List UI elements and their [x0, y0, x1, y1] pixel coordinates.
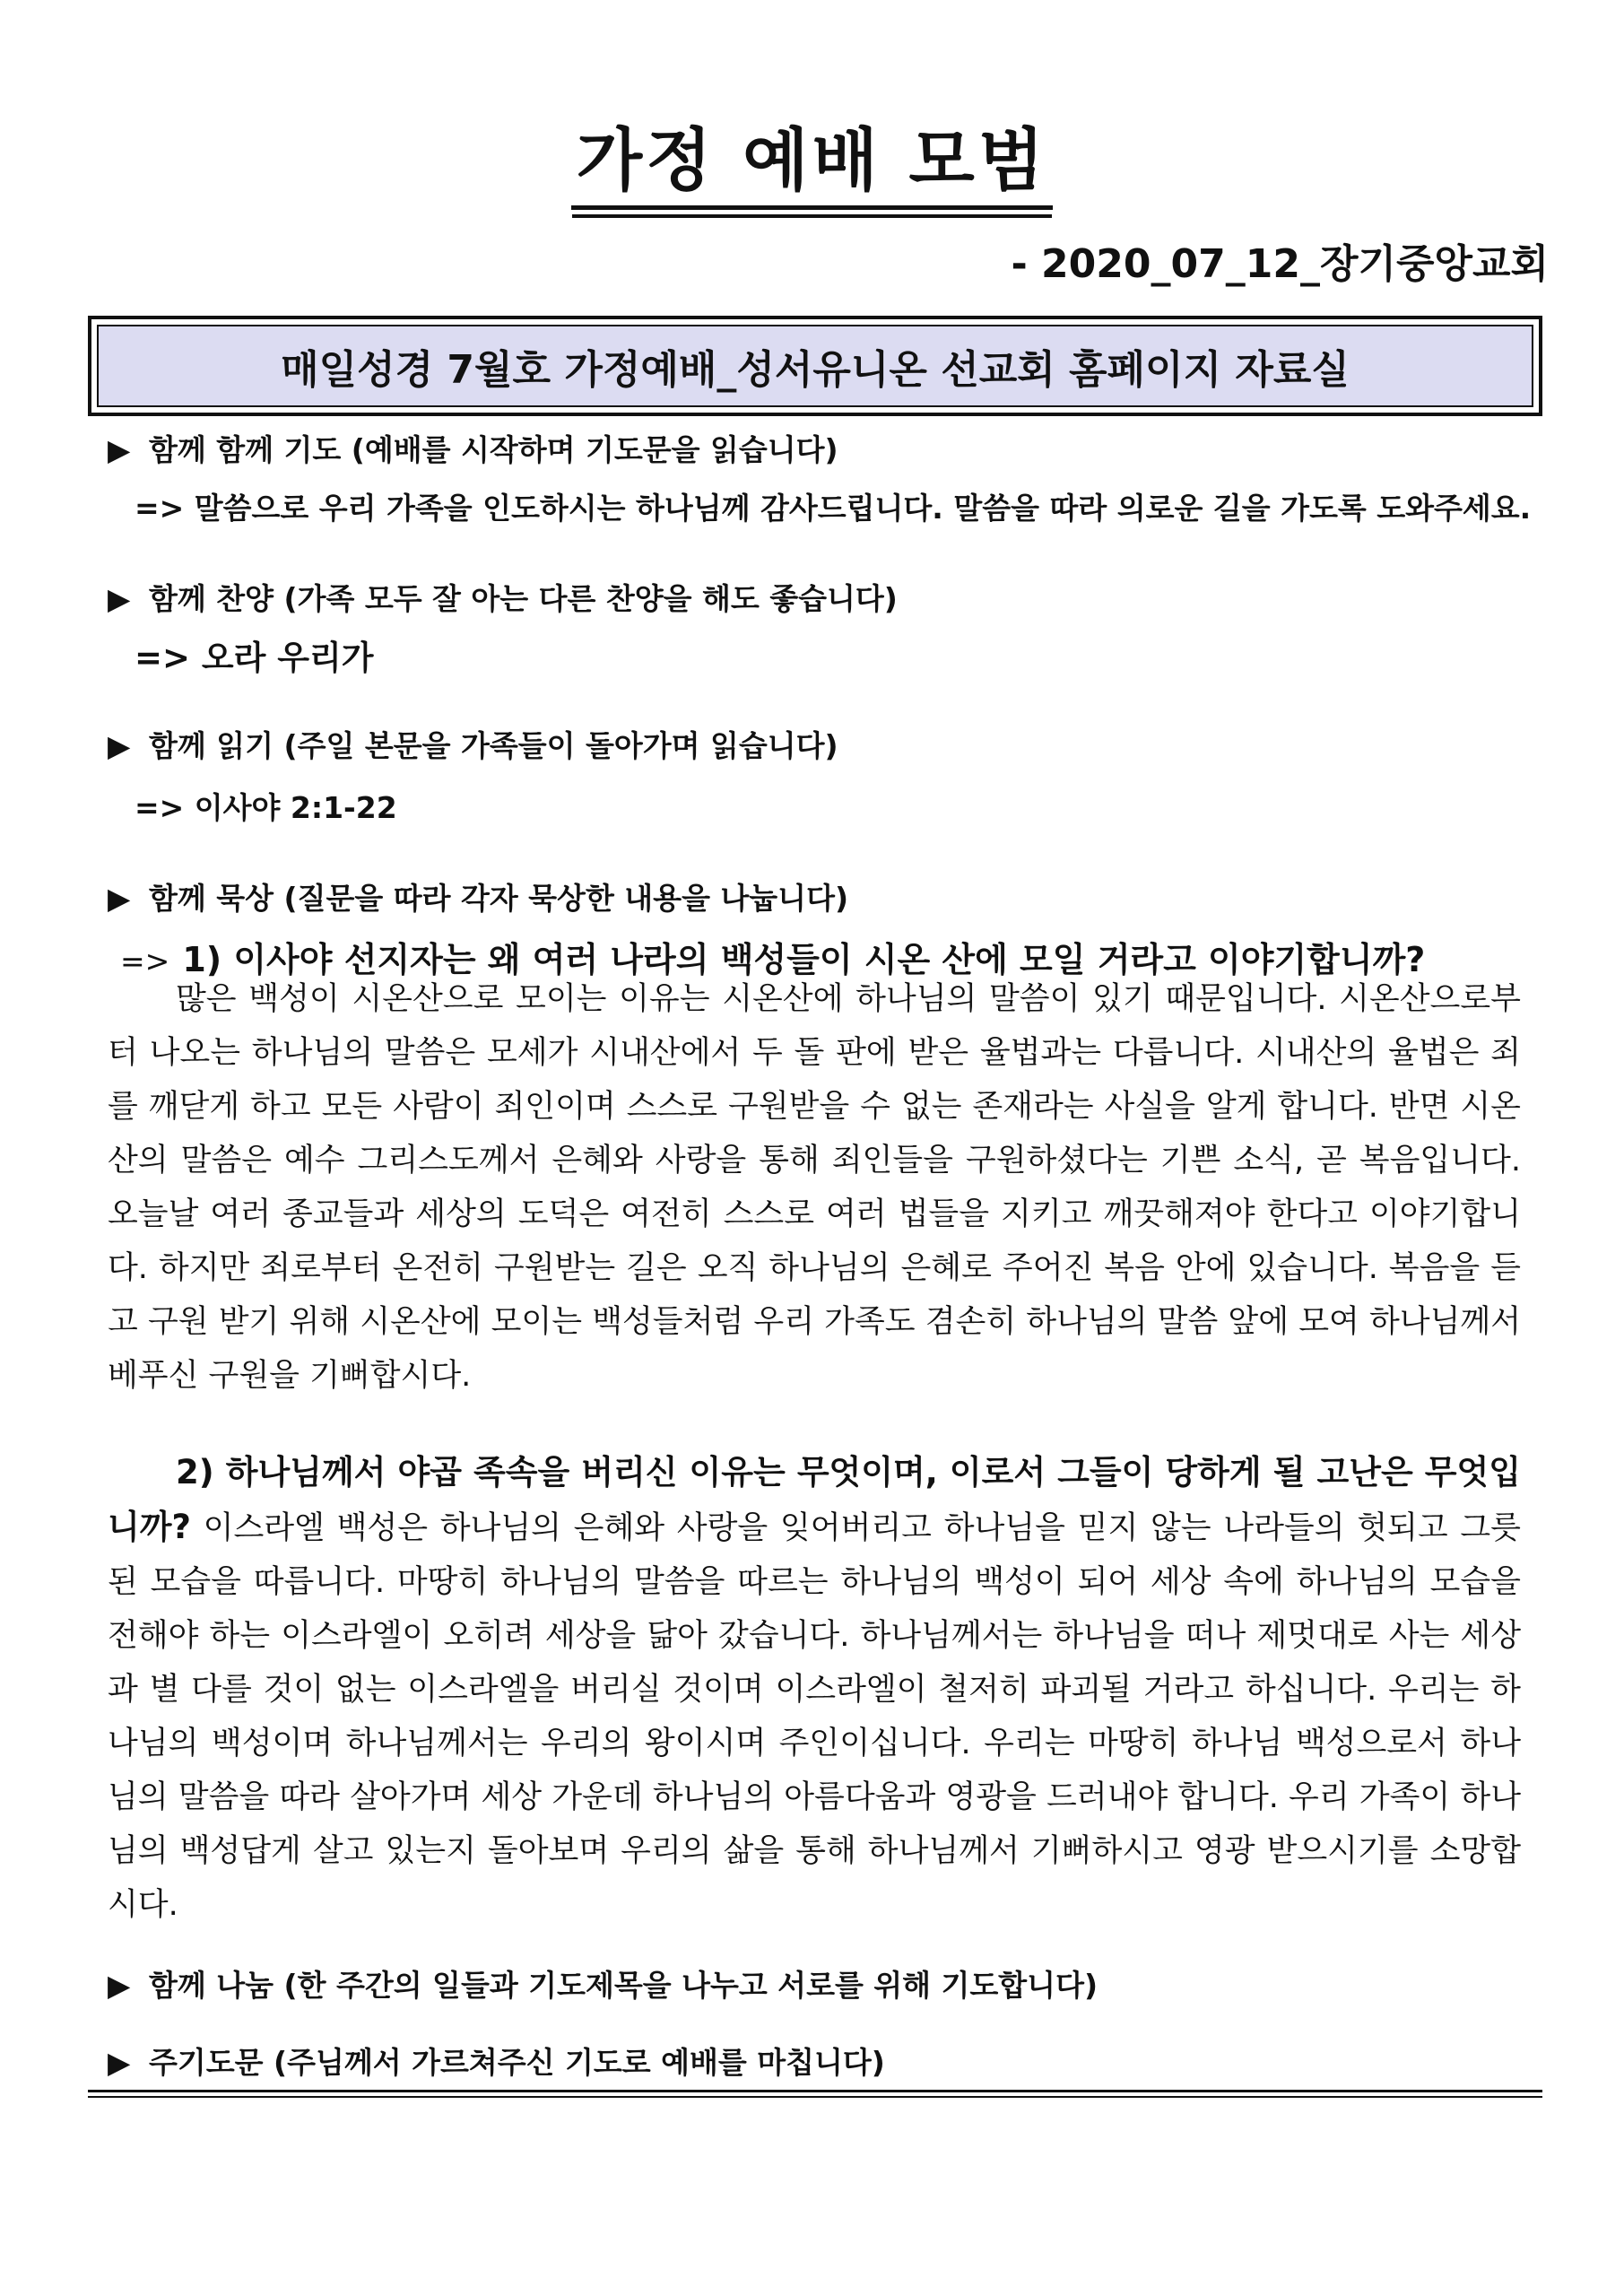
section-reading-heading: [108, 723, 838, 765]
dateline: - 2020_07_12_장기중앙교회: [1011, 241, 1549, 287]
section-sharing-heading: [108, 1962, 1098, 2005]
section-praise: [108, 576, 898, 679]
triangle-bullet-icon: ▶: [108, 432, 131, 467]
source-box-label: 매일성경 7월호 가정예배_성서유니온 선교회 홈페이지 자료실: [97, 325, 1533, 407]
bottom-divider-secondary: [88, 2096, 1542, 2098]
triangle-bullet-icon: ▶: [108, 881, 131, 916]
section-praise-answer: => 오라 우리가: [135, 639, 374, 677]
heading-text: 함께 찬양 (가족 모두 잘 아는 다른 찬양을 해도 좋습니다): [149, 581, 898, 616]
heading-text: 함께 읽기 (주일 본문을 가족들이 돌아가며 읽습니다): [149, 728, 838, 763]
section-meditation-heading: [108, 875, 1425, 918]
section-lords-prayer-heading: [108, 2039, 885, 2082]
answer-1-text: 많은 백성이 시온산으로 모이는 이유는 시온산에 하나님의 말씀이 있기 때문입니다. 시온산으로부터 나오는 하나님의 말씀은 모세가 시내산에서 두 돌 판에 받은 율법과는 다릅니다. 시내산의 율법은 죄를 깨닫게 하고 모든 사람이 죄인이며 스스로 구원받을 수 없는 존재라는 사실을 알게 합니다. 반면 시온산의 말씀은 예수 그리스도께서 은혜와 사랑을 통해 죄인들을 구원하셨다는 기쁜 소식, 곧 복음입니다. 오늘날 여러 종교들과 세상의 도덕은 여전히 스스로 여러 법들을 지키고 깨끗해져야 한다고 이야기합니다. 하지만 죄로부터 온전히 구원받는 길은 오직 하나님의 은혜로 주어진 복음 안에 있습니다. 복음을 듣고 구원 받기 위해 시온산에 모이는 백성들처럼 우리 가족도 겸손히 하나님의 말씀 앞에 모여 하나님께서 베푸신 구원을 기뻐합시다.: [108, 981, 1521, 1394]
triangle-bullet-icon: ▶: [108, 2045, 131, 2080]
arrow-icon: =>: [120, 944, 170, 978]
question-2-text: 2) 하나님께서 야곱 족속을 버리신 이유는 무엇이며, 이로서 그들이 당하게 될 고난은 무엇입니까?: [108, 1453, 1521, 1546]
section-praise-heading: [108, 576, 898, 618]
document-title: [0, 106, 1624, 204]
heading-text: 함께 함께 기도 (예배를 시작하며 기도문을 읽습니다): [149, 432, 838, 467]
heading-text: 주기도문 (주님께서 가르쳐주신 기도로 예배를 마칩니다): [149, 2045, 885, 2080]
section-lords-prayer: [108, 2039, 885, 2082]
section-prayer-heading: [108, 427, 1531, 469]
triangle-bullet-icon: ▶: [108, 728, 131, 763]
section-prayer-answer: => 말씀으로 우리 가족을 인도하시는 하나님께 감사드립니다. 말씀을 따라 의로운 길을 가도록 도와주세요.: [135, 491, 1532, 526]
triangle-bullet-icon: ▶: [108, 581, 131, 616]
answer-2-text: 이스라엘 백성은 하나님의 은혜와 사랑을 잊어버리고 하나님을 믿지 않는 나라들의 헛되고 그릇된 모습을 따릅니다. 마땅히 하나님의 말씀을 따르는 하나님의 백성이 되어 세상 속에 하나님의 모습을 전해야 하는 이스라엘이 오히려 세상을 닮아 갔습니다. 하나님께서는 하나님을 떠나 제멋대로 사는 세상과 별 다를 것이 없는 이스라엘을 버리실 것이며 이스라엘이 철저히 파괴될 거라고 하십니다. 우리는 하나님의 백성이며 하나님께서는 우리의 왕이시며 주인이십니다. 우리는 마땅히 하나님 백성으로서 하나님의 말씀을 따라 살아가며 세상 가운데 하나님의 아름다움과 영광을 드러내야 합니다. 우리 가족이 하나님의 백성답게 살고 있는지 돌아보며 우리의 삶을 통해 하나님께서 기뻐하시고 영광 받으시기를 소망합시다.: [108, 1510, 1521, 1923]
section-prayer: [108, 427, 1531, 527]
heading-text: 함께 묵상 (질문을 따라 각자 묵상한 내용을 나눕니다): [149, 881, 849, 916]
title-text: 가정 예배 모범: [571, 120, 1053, 210]
section-sharing: [108, 1962, 1098, 2005]
question-1-text: 1) 이사야 선지자는 왜 여러 나라의 백성들이 시온 산에 모일 거라고 이야기합니까?: [182, 940, 1426, 979]
triangle-bullet-icon: ▶: [108, 1968, 131, 2003]
section-reading: [108, 723, 838, 827]
heading-text: 함께 나눔 (한 주간의 일들과 기도제목을 나누고 서로를 위해 기도합니다): [149, 1968, 1099, 2003]
section-reading-answer: => 이사야 2:1-22: [135, 790, 397, 825]
bottom-divider: [88, 2090, 1542, 2092]
source-box: [88, 316, 1542, 416]
answer-2: [108, 1446, 1521, 1932]
answer-1: [108, 972, 1521, 1403]
section-meditation: [108, 875, 1425, 981]
